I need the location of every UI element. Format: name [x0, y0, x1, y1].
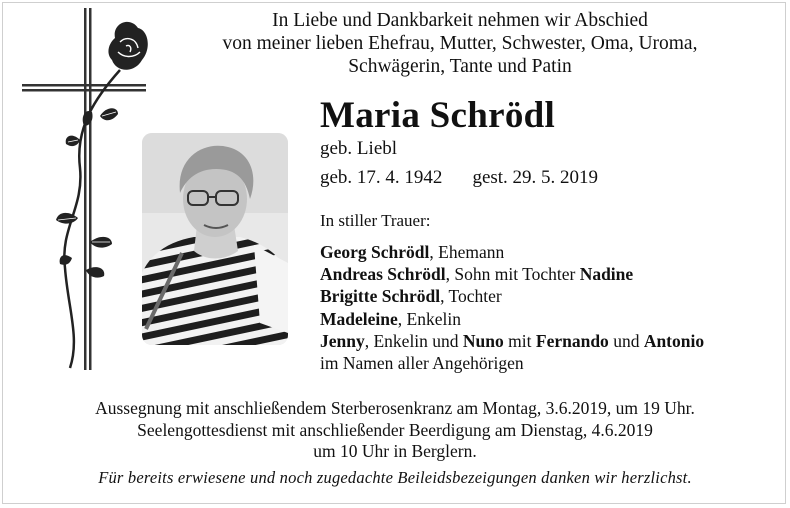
birth-date: geb. 17. 4. 1942	[320, 167, 443, 188]
mourner-name: Nuno	[462, 330, 504, 351]
mourner-line	[320, 330, 704, 352]
death-date: gest. 29. 5. 2019	[472, 167, 599, 188]
mourner-name: Andreas Schrödl	[320, 264, 446, 285]
intro-text	[150, 9, 770, 78]
mourning-heading: In stiller Trauer:	[320, 211, 431, 230]
mourner-name: Nadine	[579, 264, 634, 285]
mourner-name: Madeleine	[320, 308, 398, 329]
mourner-name: Antonio	[643, 330, 705, 351]
intro-line: In Liebe und Dankbarkeit nehmen wir Abschied	[272, 10, 648, 31]
service-line: Seelengottesdienst mit anschließender Beerdigung am Dienstag, 4.6.2019	[137, 419, 653, 440]
mourner-relation: , Enkelin	[397, 308, 461, 329]
service-line: Aussegnung mit anschließendem Sterberosenkranz am Montag, 3.6.2019, um 19 Uhr.	[95, 398, 695, 418]
mourner-relation: mit	[503, 330, 536, 351]
mourner-relation: , Enkelin und	[364, 330, 463, 351]
mourner-name: Georg Schrödl	[320, 242, 430, 262]
mourners-list	[320, 241, 704, 374]
mourner-relation: , Ehemann	[429, 242, 505, 262]
cross-with-rose-icon	[20, 8, 155, 378]
portrait-photo	[142, 133, 288, 345]
mourner-line	[320, 308, 704, 330]
intro-line: Schwägerin, Tante und Patin	[348, 56, 572, 77]
mourner-line	[320, 263, 704, 285]
life-dates	[320, 167, 598, 189]
deceased-name: Maria Schrödl	[320, 95, 556, 136]
mourner-line	[320, 241, 704, 263]
mourner-relation: , Sohn mit Tochter	[445, 264, 580, 285]
service-info	[20, 398, 770, 463]
mourner-relation: , Tochter	[440, 286, 502, 307]
service-line: um 10 Uhr in Berglern.	[313, 441, 477, 461]
mourner-relation: und	[608, 330, 644, 351]
thanks-line: Für bereits erwiesene und noch zugedachte Beileidsbezeigungen danken wir herzlichst.	[98, 468, 692, 487]
mourner-line	[320, 285, 704, 307]
mourner-name: Fernando	[535, 330, 609, 351]
mourner-name: Jenny	[320, 330, 365, 351]
maiden-name: geb. Liebl	[320, 138, 398, 159]
mourner-name: Brigitte Schrödl	[320, 286, 441, 307]
mourners-closing: im Namen aller Angehörigen	[320, 353, 524, 374]
intro-line: von meiner lieben Ehefrau, Mutter, Schwester, Oma, Uroma,	[222, 33, 698, 54]
